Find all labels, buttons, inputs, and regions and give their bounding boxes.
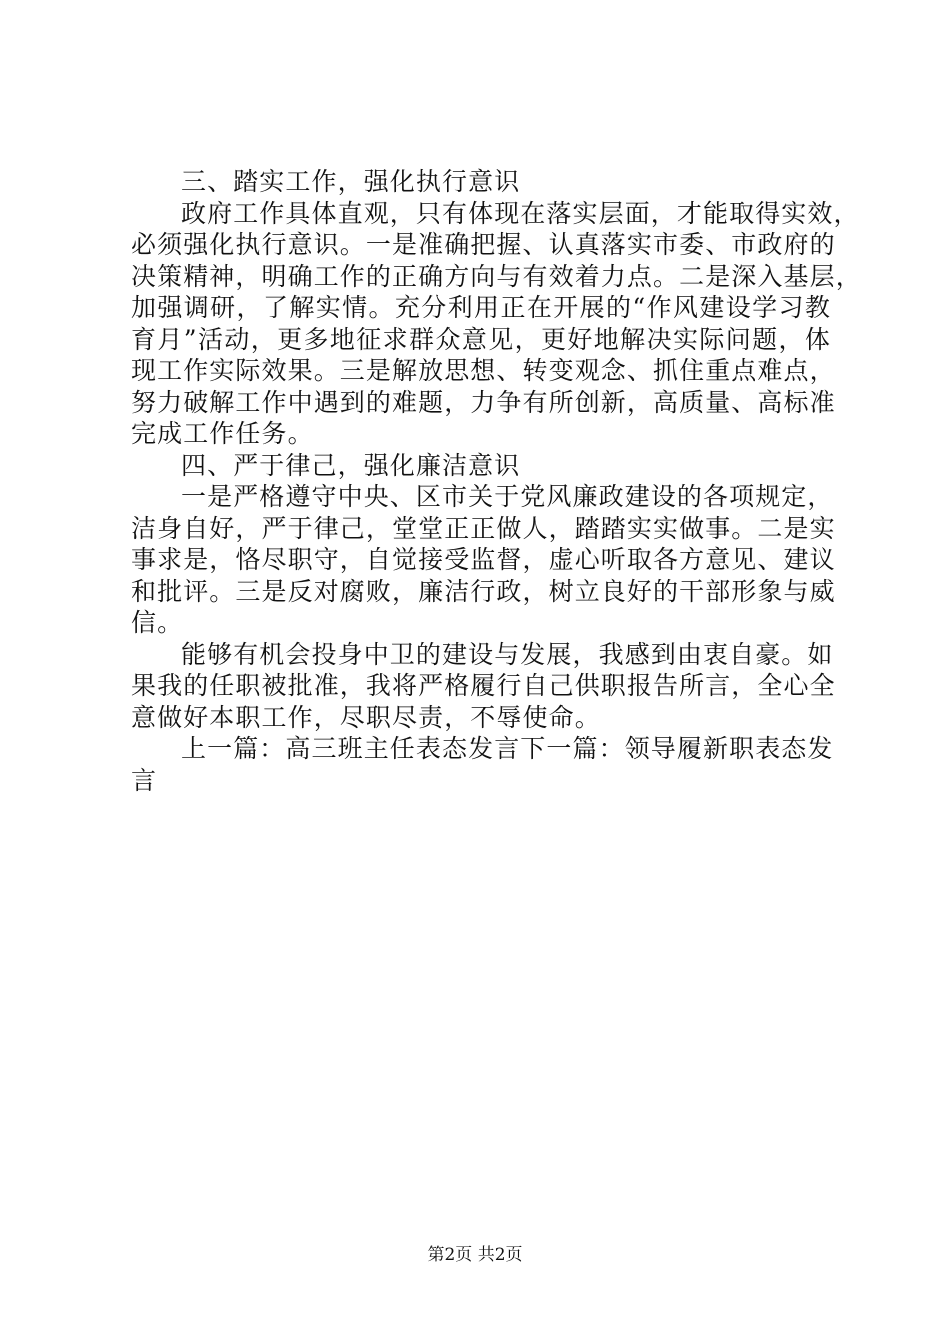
paragraph-line: 信。	[131, 608, 184, 637]
paragraph-line: 必须强化执行意识。一是准确把握、认真落实市委、市政府的	[131, 230, 836, 259]
paragraph-line: 完成工作任务。	[131, 419, 314, 448]
paragraph-line: 能够有机会投身中卫的建设与发展，我感到由衷自豪。如	[181, 639, 834, 669]
prev-next-links[interactable]: 上一篇：高三班主任表态发言下一篇：领导履新职表态发	[181, 734, 834, 763]
paragraph-line: 和批评。三是反对腐败，廉洁行政，树立良好的干部形象与威	[131, 576, 836, 606]
page-footer: 第2页 共2页	[427, 1245, 523, 1265]
paragraph-line: 事求是，恪尽职守，自觉接受监督，虚心听取各方意见、建议	[131, 545, 836, 574]
paragraph-line: 一是严格遵守中央、区市关于党风廉政建设的各项规定，	[181, 482, 834, 511]
section-heading-4: 四、严于律己，强化廉洁意识	[181, 450, 521, 480]
document-body	[131, 166, 862, 796]
paragraph-line: 育月”活动，更多地征求群众意见，更好地解决实际问题，体	[131, 324, 831, 354]
section-heading-3: 三、踏实工作，强化执行意识	[181, 167, 521, 196]
paragraph-line: 政府工作具体直观，只有体现在落实层面，才能取得实效，	[181, 198, 860, 228]
paragraph-line: 现工作实际效果。三是解放思想、转变观念、抓住重点难点，	[131, 356, 836, 385]
paragraph-line: 意做好本职工作，尽职尽责，不辱使命。	[131, 702, 601, 732]
prev-next-links-continued[interactable]: 言	[131, 765, 158, 795]
paragraph-line: 洁身自好，严于律己，堂堂正正做人，踏踏实实做事。二是实	[131, 513, 836, 543]
paragraph-line: 加强调研，了解实情。充分利用正在开展的“作风建设学习教	[131, 293, 831, 322]
paragraph-line: 努力破解工作中遇到的难题，力争有所创新，高质量、高标准	[131, 387, 836, 417]
paragraph-line: 果我的任职被批准，我将严格履行自己供职报告所言，全心全	[131, 671, 836, 700]
paragraph-line: 决策精神，明确工作的正确方向与有效着力点。二是深入基层，	[131, 261, 862, 291]
